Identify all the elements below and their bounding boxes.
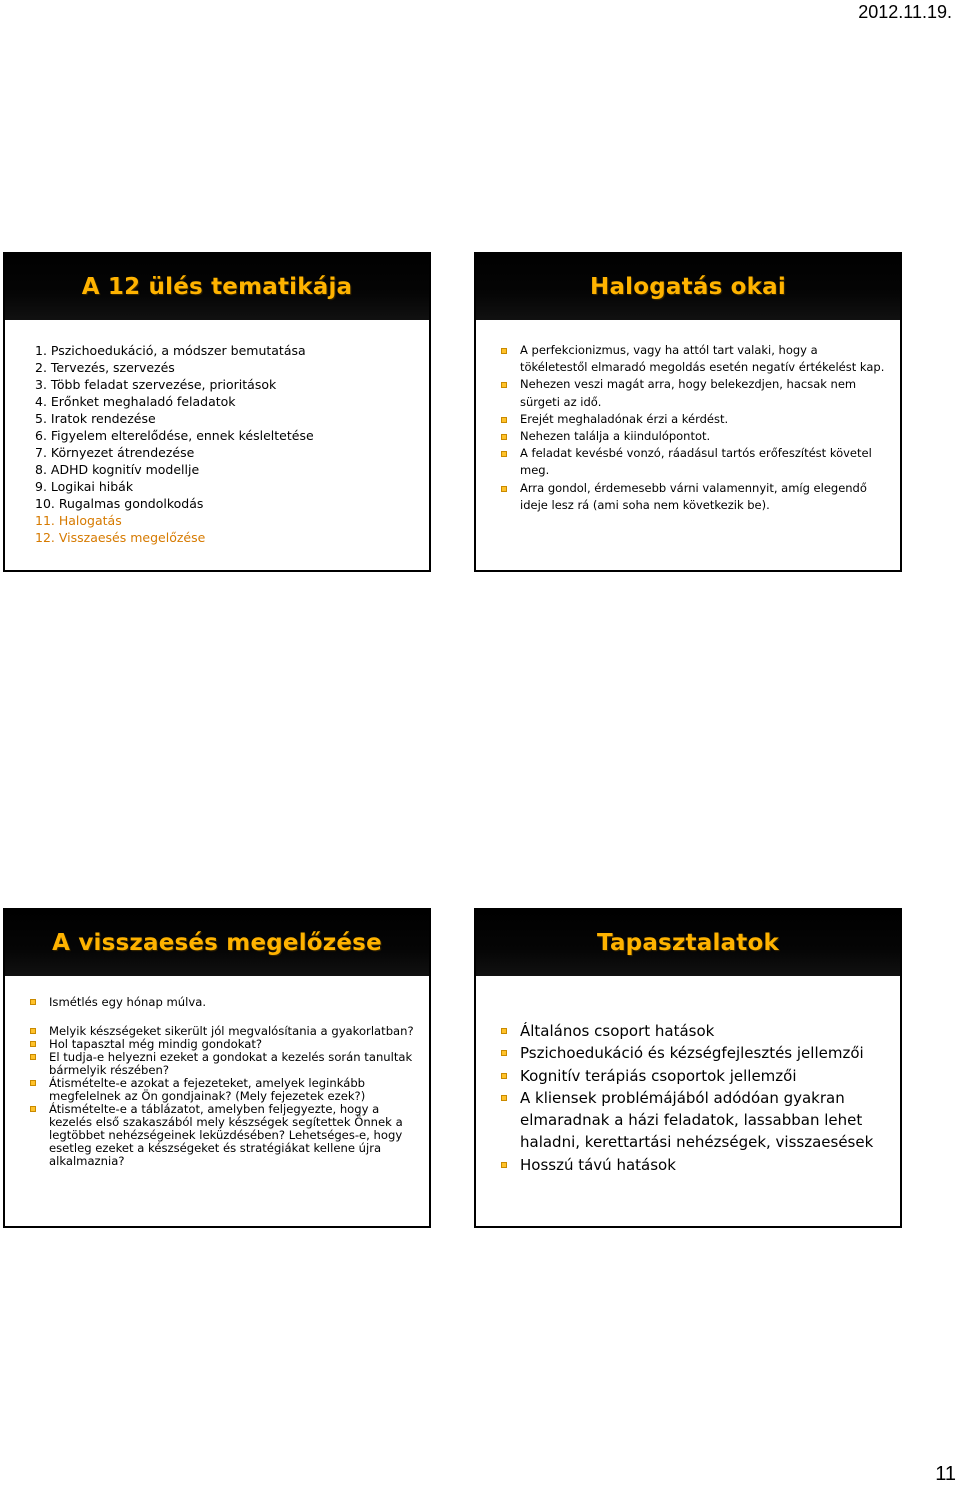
list-item-text: Hol tapasztal még mindig gondokat? [49, 1037, 263, 1051]
list-item-text: Nehezen találja a kiindulópontot. [520, 429, 711, 444]
square-bullet-icon [30, 1054, 36, 1060]
page-date: 2012.11.19. [858, 2, 952, 22]
bullet-list [496, 1020, 896, 1176]
list-item-text: Hosszú távú hatások [520, 1155, 676, 1174]
square-bullet-icon [501, 417, 507, 423]
square-bullet-icon [501, 451, 507, 457]
list-item [496, 1087, 896, 1154]
slide-title: A visszaesés megelőzése [52, 930, 382, 956]
list-item [25, 1051, 417, 1077]
list-item-text: Általános csoport hatások [520, 1022, 715, 1040]
list-item [25, 1077, 417, 1103]
slide-title: A 12 ülés tematikája [81, 274, 353, 300]
list-item [496, 480, 888, 514]
square-bullet-icon [30, 1041, 36, 1047]
list-item-text: A perfekcionizmus, vagy ha attól tart valaki, hogy a tökéletestől elmaradó megoldás esetén negatív értékelést kap. [520, 343, 885, 375]
list-item: 1. Pszichoedukáció, a módszer bemutatása [35, 343, 306, 358]
slide-title: Tapasztalatok [597, 930, 779, 956]
list-item: 9. Logikai hibák [35, 479, 134, 494]
bullet-list [25, 996, 417, 1168]
list-item: 5. Iratok rendezése [35, 411, 156, 426]
list-item [25, 996, 417, 1009]
list-item-text: Átismételte-e a táblázatot, amelyben feljegyezte, hogy a kezelés első szakaszából mely készségek segítettek Önnek a legtöbbet nehézségeinek leküzdésében? Lehetséges-e, hogy esetleg ezeket a készségeket és stratégiákat kellene újra alkalmaznia? [49, 1102, 403, 1168]
list-item-highlighted: 12. Visszaesés megelőzése [35, 530, 206, 545]
square-bullet-icon [501, 1028, 507, 1034]
list-item: 3. Több feladat szervezése, prioritások [35, 377, 277, 392]
bullet-list [496, 342, 888, 514]
slide-title: Halogatás okai [590, 274, 786, 300]
list-item [496, 1042, 896, 1064]
slide-experiences [474, 908, 902, 1228]
slide-header [476, 910, 900, 976]
list-item-text: Ismétlés egy hónap múlva. [49, 995, 207, 1009]
slide-session-topics [3, 252, 431, 572]
list-item: 10. Rugalmas gondolkodás [35, 496, 204, 511]
list-item [496, 445, 888, 479]
square-bullet-icon [501, 1073, 507, 1079]
list-item-text: Erejét meghaladónak érzi a kérdést. [520, 411, 729, 426]
list-item: 8. ADHD kognitív modellje [35, 462, 200, 477]
list-item-text: Átismételte-e azokat a fejezeteket, amelyek leginkább megfelelnek az Ön gondjainak? (Mely fejezetek ezek?) [49, 1076, 366, 1103]
list-item-text: Melyik készségeket sikerült jól megvalósítania a gyakorlatban? [49, 1024, 414, 1038]
slide-procrastination-causes [474, 252, 902, 572]
list-item-text: A feladat kevésbé vonzó, ráadásul tartós erőfeszítést követel meg. [520, 446, 872, 478]
square-bullet-icon [30, 1028, 36, 1034]
list-item [496, 1020, 896, 1042]
list-item: 2. Tervezés, szervezés [35, 360, 175, 375]
square-bullet-icon [501, 434, 507, 440]
square-bullet-icon [30, 1080, 36, 1086]
list-item: 7. Környezet átrendezése [35, 445, 195, 460]
list-item [496, 1065, 896, 1087]
list-item [496, 411, 888, 428]
square-bullet-icon [30, 999, 36, 1005]
square-bullet-icon [501, 1095, 507, 1101]
topic-list [35, 342, 314, 546]
slide-header [5, 910, 429, 976]
slide-relapse-prevention [3, 908, 431, 1228]
list-item: 6. Figyelem elterelődése, ennek késleltetése [35, 428, 314, 443]
square-bullet-icon [501, 1162, 507, 1168]
square-bullet-icon [30, 1106, 36, 1112]
list-item-text: Nehezen veszi magát arra, hogy belekezdjen, hacsak nem sürgeti az idő. [520, 377, 857, 409]
list-item: 4. Erőnket meghaladó feladatok [35, 394, 236, 409]
slide-header [5, 254, 429, 320]
list-item-text: El tudja-e helyezni ezeket a gondokat a kezelés során tanultak bármelyik részében? [49, 1050, 413, 1077]
list-item-text: Arra gondol, érdemesebb várni valamennyit, amíg elegendő ideje lesz rá (ami soha nem következik be). [520, 480, 867, 512]
square-bullet-icon [501, 348, 507, 354]
slide-header [476, 254, 900, 320]
list-item [25, 1103, 417, 1168]
list-item-highlighted: 11. Halogatás [35, 513, 122, 528]
list-item-text: Kognitív terápiás csoportok jellemzői [520, 1066, 797, 1085]
list-item [496, 342, 888, 376]
list-item [496, 1154, 896, 1176]
list-item-text: A kliensek problémájából adódóan gyakran elmaradnak a házi feladatok, lassabban lehet haladni, kerettartási nehézségek, visszaesések [520, 1088, 874, 1152]
list-item-text: Pszichoedukáció és kézségfejlesztés jellemzői [520, 1044, 864, 1063]
square-bullet-icon [501, 382, 507, 388]
square-bullet-icon [501, 1050, 507, 1056]
square-bullet-icon [501, 486, 507, 492]
list-item [496, 376, 888, 410]
list-item [496, 428, 888, 445]
page-number: 11 [935, 1463, 956, 1485]
